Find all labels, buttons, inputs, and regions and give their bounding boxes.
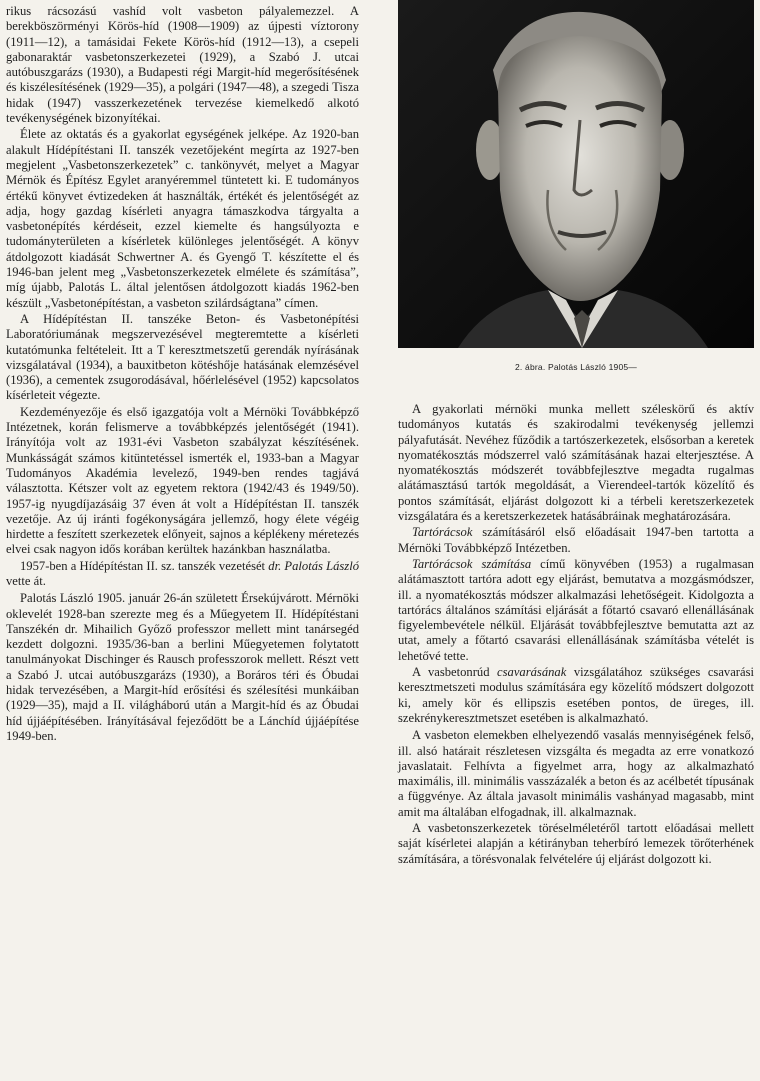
right-column [398,402,754,868]
text-span: 1957-ben a Hídépítéstan II. sz. tanszék vezetését [20,558,269,573]
paragraph [398,665,754,726]
left-column [6,4,359,745]
paragraph: Élete az oktatás és a gyakorlat egységének jelképe. Az 1920-ban alakult Hídépítéstani II. tanszék vezetőjeként megírta az 1927-ben megjelent „Vasbetonszerkezetek” c. tankönyvét, melyet a Magyar Mérnök és Építész Egylet aranyéremmel tüntetett ki. E tudományos értékű könyvet évtizedeken át használták, értékét és jelentőségét az adja, hogy gazdag kísérleti anyagra támaszkodva tárgyalta a vasbetonépítés kérdéseit, ezzel kiemelte és hangsúlyozta e tudományterületen a kísérletek különleges jelentőségét. A könyv átdolgozott kiadását Schwertner A. és Gyengő T. készítette el és 1946-ban jelent meg „Vasbetonszerkezetek elmélete és számítása”, míg újabb, Palotás L. által jelentősen átdolgozott kiadás 1962-ben készült „Vasbetonépítéstan, a vasbeton szilárdságtana” címen. [6,127,359,310]
portrait-image [398,0,754,348]
text-span: című könyvében (1953) a rugalmasan alátámasztott tartóra adott egy eljárást, bemutatva a mozgásmódszer, ill. a nyomatékosztás módszer alkalmazási lehetőségeit. Kidolgozta a tartórács általános számítási eljárását a főtartó csavaró ellenállásának figyelembevétele nélkül. Eljárását továbbfejlesztve bemutatta azt az utat, amely a főtartó csavarási ellenállásának számításba vételét is lehetővé tette. [398,556,754,663]
paragraph: Kezdeményezője és első igazgatója volt a Mérnöki Továbbképző Intézetnek, korán felismerve a továbbképzés jelentőségét (1941). Irányítója volt az 1931-évi Vasbeton szabályzat készítésének. Munkásságát számos kitüntetéssel ismerték el, 1933-ban a Magyar Tudományos Akadémia levelező, 1949-ben rendes tagjává választotta. Kétszer volt az egyetem rektora (1942/43 és 1949/50). 1957-ig nyugdíjazásáig 37 éven át volt a Hídépítéstan II. tanszék vezetője. Az új iránti fogékonyságára jellemző, hogy élete végéig hirdette a feszített szerkezetek előnyeit, sajnos a képlékeny méretezés elvei csak nagyon idős korában kerültek hazánkban használatba. [6,404,359,557]
name-emphasis: dr. Palotás László [268,558,359,573]
portrait-photo [398,0,754,348]
paragraph: A gyakorlati mérnöki munka mellett széleskörű és aktív tudományos kutatás és szakirodalmi tevékenység jellemzi pályafutását. Nevéhez fűződik a tartószerkezetek, elsősorban a keretek nyomatékosztás módszerrel való számításának hazai elterjesztése. A nyomatékosztás módszerét továbbfejlesztve megadta rugalmas alátámasztású tartók megoldását, a Vierendeel-tartók közelítő és pontos számítását, eljárást dolgozott ki a térbeli keretszerkezetek vizsgálatára és a keretszerkezetek hatásábráinak meghatározására. [398,402,754,524]
paragraph: A vasbetonszerkezetek töréselméletéről tartott előadásai mellett saját kísérletei alapján a kétirányban teherbíró lemezek törőterhének számítására, a törésvonalak felvételére új eljárást dolgozott ki. [398,821,754,866]
paragraph-1957 [6,559,359,590]
paragraph: A vasbeton elemekben elhelyezendő vasalás mennyiségének felső, ill. alsó határait részletesen vizsgálta és megadta az erre vonatkozó javaslatait. Felhívta a figyelmet arra, hogy az alkalmazható maximális, ill. minimális vasszázalék a beton és az acélbetét típusának a függvénye. Az általa javasolt minimális vashányad magasabb, mint amit ma általában elfogadnak, ill. alkalmaznak. [398,728,754,819]
text-span: számításáról első előadásait 1947-ben tartotta a Mérnöki Továbbképző Intézetben. [398,525,754,555]
text-span: vette át. [6,573,46,588]
term-emphasis: Tartórácsok [412,525,473,540]
paragraph: A Hídépítéstan II. tanszéke Beton- és Vasbetonépítési Laboratóriumának megszervezésével megteremtette a kísérleti kutatómunka feltételeit. Itt a T keresztmetszetű gerendák nyírásának vizsgálatával (1934), a bauxitbeton kötéshője hatásának elemzésével (1936), a cementek zsugorodásával, hőérlelésével (1952) kapcsolatos kísérleteit végezte. [6,311,359,403]
paragraph [398,525,754,556]
figure-caption: 2. ábra. Palotás László 1905— [514,362,638,372]
paragraph: Palotás László 1905. január 26-án született Érsekújvárott. Mérnöki oklevelét 1928-ban szerezte meg és a Műegyetem II. Hídépítéstani Tanszékén dr. Mihailich Győző professzor mellett mint tanársegéd kezdett dolgozni. 1935/36-ban a berlini Műegyetemen folytatott tanulmányokat Dischinger és Rausch professzorok mellett. Részt vett a Szabó J. utcai autóbuszgarázs (1930), a Boráros téri és Óbudai hidak tervezésében, a Margit-híd erősítési és szélesítési munkáiban (1929—35), majd a II. világháború után a Margit-híd és az Óbudai híd újjáépítésében. Irányításával fejeződött be a Lánchíd újjáépítése 1949-ben. [6,591,359,743]
title-emphasis: Tartórácsok számítása [412,556,532,571]
text-span: A vasbetonrúd [412,665,498,680]
paragraph: rikus rácsozású vashíd volt vasbeton pályalemezzel. A berekböszörményi Körös-híd (1908—1909) az újpesti víztorony (1911—12), a tamásidai Fekete Körös-híd (1912—13), a csepeli gabonaraktár vasbetonszerkezetei (1929), a Szabó J. utcai autóbuszgarázs (1930), a Budapesti régi Margit-híd megerősítésének és kiszélesítésének (1929—35), a polgári (1947—48), a szegedi Tisza hidak (1947) vasszerkezetének tervezése kiemelkedő alkotó tevékenységének bizonyítékai. [6,4,359,126]
paragraph [398,557,754,664]
term-emphasis: csavarásának [497,665,567,680]
text-span: vizsgálatához szükséges csavarási keresztmetszeti modulus számítására egy közelítő módszert dolgozott ki, amely kör és ellipszis esetében pontos, de üreges, ill. szekrénykeresztmetszet esetében is alkalmazható. [398,665,754,725]
